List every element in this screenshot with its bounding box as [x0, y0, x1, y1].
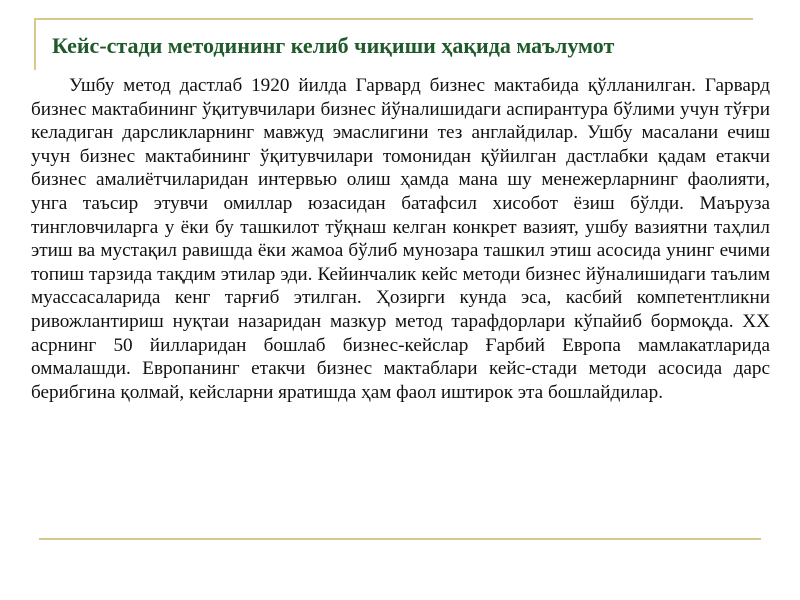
left-accent-line — [34, 18, 36, 70]
top-divider-line — [34, 18, 753, 20]
slide-title: Кейс-стади методининг келиб чиқиши ҳақида маълумот — [52, 33, 615, 58]
bottom-divider-line — [39, 538, 761, 540]
slide-body-paragraph: Ушбу метод дастлаб 1920 йилда Гарвард бизнес мактабида қўлланилган. Гарвард бизнес мактабининг ўқитувчилари бизнес йўналишидаги аспирантура бўлими учун тўғри келадиган дарсликларнинг мавжуд эмаслигини тез англайдилар. Ушбу масалани ечиш учун бизнес мактабининг ўқитувчилари томонидан қўйилган дастлабки қадам етакчи бизнес амалиётчиларидан интервью олиш ҳамда мана шу менежерларнинг фаолияти, унга таъсир этувчи омиллар юзасидан батафсил хисобот ёзиш бўлди. Маъруза тингловчиларга у ёки бу ташкилот тўқнаш келган конкрет вазият, ушбу вазиятни таҳлил этиш ва мустақил равишда ёки жамоа бўлиб мунозара ташкил этиш асосида унинг ечими топиш тарзида тақдим этилар эди. Кейинчалик кейс методи бизнес йўналишидаги таълим муассасаларида кенг тарғиб этилган. Ҳозирги кунда эса, касбий компетентликни ривожлантириш нуқтаи назаридан мазкур метод тарафдорлари кўпайиб бормоқда. XX асрнинг 50 йилларидан бошлаб бизнес-кейслар Ғарбий Европа мамлакатларида оммалашди. Европанинг етакчи бизнес мактаблари кейс-стади методи асосида дарс берибгина қолмай, кейсларни яратишда ҳам фаол иштирок эта бошлайдилар. — [31, 75, 770, 403]
